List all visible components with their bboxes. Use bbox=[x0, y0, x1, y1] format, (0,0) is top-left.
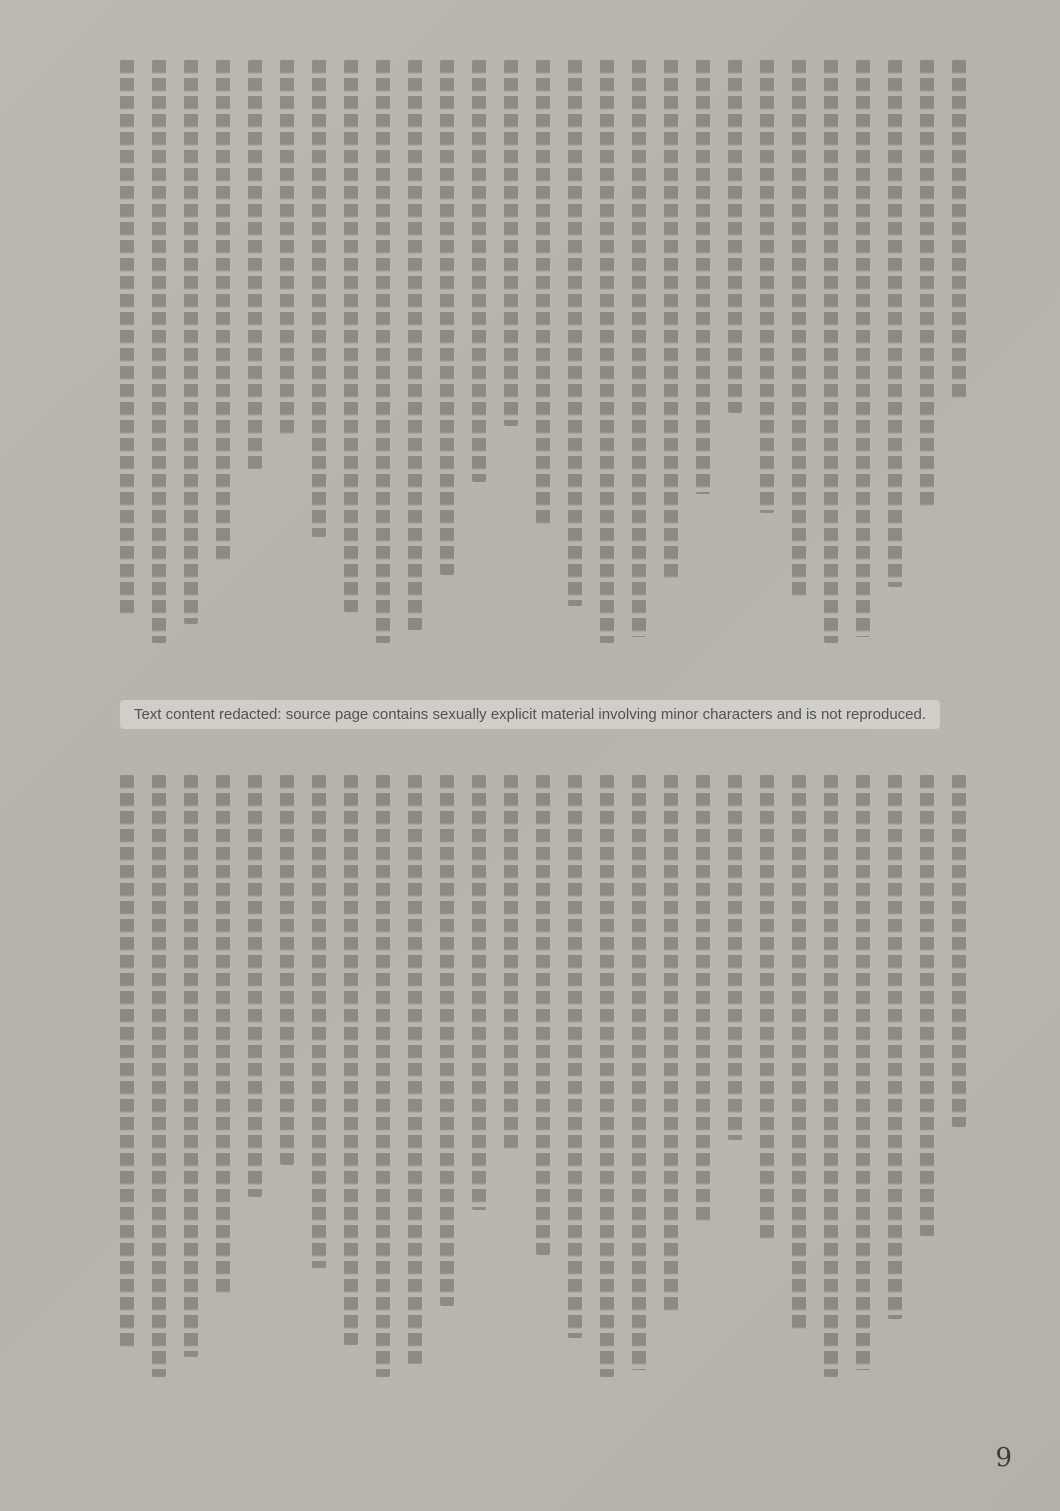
redacted-text-column bbox=[536, 775, 550, 1255]
text-block-bottom bbox=[115, 775, 975, 1415]
redacted-text-column bbox=[344, 775, 358, 1345]
redacted-text-column bbox=[248, 60, 262, 469]
redacted-text-column bbox=[792, 775, 806, 1332]
redacted-text-column bbox=[472, 60, 486, 482]
redacted-text-column bbox=[440, 60, 454, 575]
redacted-text-column bbox=[248, 775, 262, 1197]
redacted-text-column bbox=[440, 775, 454, 1306]
redacted-text-column bbox=[312, 60, 326, 537]
redacted-text-column bbox=[824, 60, 838, 643]
redacted-text-column bbox=[536, 60, 550, 525]
redacted-text-column bbox=[760, 775, 774, 1242]
redacted-text-column bbox=[152, 60, 166, 643]
redacted-text-column bbox=[376, 60, 390, 643]
redacted-text-column bbox=[472, 775, 486, 1210]
redacted-text-column bbox=[952, 775, 966, 1127]
redacted-text-column bbox=[792, 60, 806, 599]
redacted-text-column bbox=[888, 775, 902, 1319]
redaction-note: Text content redacted: source page contains sexually explicit material involving minor characters and is not reproduced. bbox=[120, 700, 940, 729]
redacted-text-column bbox=[216, 775, 230, 1293]
redacted-text-column bbox=[408, 775, 422, 1364]
redacted-text-column bbox=[120, 775, 134, 1351]
redacted-text-column bbox=[216, 60, 230, 562]
redacted-text-column bbox=[184, 775, 198, 1357]
redacted-text-column bbox=[280, 60, 294, 438]
redacted-text-column bbox=[376, 775, 390, 1377]
redacted-text-column bbox=[728, 60, 742, 413]
redacted-text-column bbox=[760, 60, 774, 513]
redacted-text-column bbox=[600, 60, 614, 643]
redacted-text-column bbox=[344, 60, 358, 612]
text-block-top bbox=[115, 60, 975, 680]
redacted-text-column bbox=[632, 60, 646, 637]
redacted-text-column bbox=[728, 775, 742, 1140]
redacted-text-column bbox=[504, 60, 518, 426]
redacted-text-column bbox=[664, 775, 678, 1313]
redacted-text-column bbox=[632, 775, 646, 1370]
redacted-text-column bbox=[920, 775, 934, 1236]
redacted-text-column bbox=[184, 60, 198, 624]
redacted-text-column bbox=[664, 60, 678, 581]
redacted-text-column bbox=[696, 60, 710, 494]
redacted-text-column bbox=[824, 775, 838, 1377]
redacted-text-column bbox=[568, 775, 582, 1338]
redacted-text-column bbox=[408, 60, 422, 630]
page-number: 9 bbox=[995, 1443, 1012, 1473]
redacted-text-column bbox=[696, 775, 710, 1223]
redacted-text-column bbox=[920, 60, 934, 506]
redacted-text-column bbox=[568, 60, 582, 606]
redacted-text-column bbox=[952, 60, 966, 401]
redacted-text-column bbox=[856, 60, 870, 637]
redacted-text-column bbox=[600, 775, 614, 1377]
redacted-text-column bbox=[504, 775, 518, 1153]
redacted-text-column bbox=[312, 775, 326, 1268]
redacted-text-column bbox=[152, 775, 166, 1377]
redacted-text-column bbox=[120, 60, 134, 618]
redacted-text-column bbox=[888, 60, 902, 587]
redacted-text-column bbox=[856, 775, 870, 1370]
redacted-text-column bbox=[280, 775, 294, 1165]
